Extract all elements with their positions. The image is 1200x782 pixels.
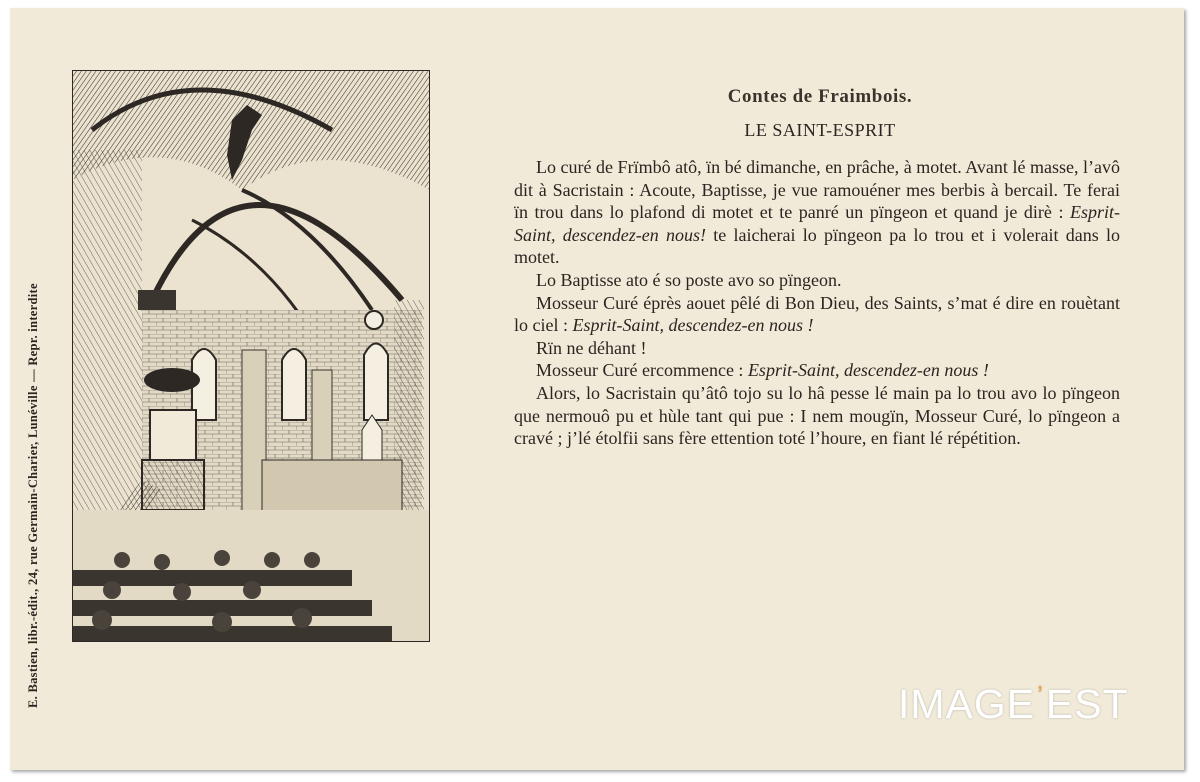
story-paragraph-1 (514, 156, 1120, 269)
engraving-drawing (72, 70, 430, 642)
story-paragraph-6: Alors, lo Sacristain qu’âtô tojo su lo hâ pesse lé main pa lo trou avo lo pïngeon que nermouô pu et hùle tant qui pue : I nem mougïn, Mosseur Curé, lo pïngeon a cravé ; j’lé étolfii sans fère ettention toté l’houre, en fiant lé répétition. (514, 382, 1120, 449)
church-interior-engraving (72, 70, 430, 642)
watermark-accent: ’ (1037, 680, 1044, 710)
story-paragraph-3 (514, 292, 1120, 337)
image-est-watermark (898, 680, 1129, 728)
watermark-part2: EST (1045, 681, 1129, 727)
story-paragraph-2: Lo Baptisse ato é so poste avo so pïngeon. (536, 269, 842, 290)
story-text-span: te laicherai lo pïngeon pa lo trou et i volerait dans lo motet. (514, 224, 1121, 268)
story-paragraph-4: Rïn ne déhant ! (536, 337, 647, 358)
story-italic-span: Esprit-Saint, descendez-en nous ! (747, 360, 989, 381)
publisher-credit: E. Bastien, libr.-édit., 24, rue Germain-Charier, Lunéville — Repr. interdite (26, 283, 40, 708)
story-italic-span: Esprit-Saint, descendez-en nous ! (572, 315, 814, 336)
story-italic-span: Esprit-Saint, descendez-en nous! (514, 202, 1120, 245)
story-text-span: Lo curé de Frïmbô atô, ïn bé dimanche, en prâche, à motet. Avant lé masse, l’avô dit à Sacristain : Acoute, Baptisse, je vue ramouéner mes berbis à bercail. Te ferai ïn trou dans lo plafond di motet et te panré un pïngeon et quand je dirè : (514, 157, 1120, 223)
watermark-part1: IMAGE (898, 681, 1036, 727)
story-title: LE SAINT-ESPRIT (744, 120, 896, 140)
series-title: Contes de Fraimbois. (727, 86, 913, 107)
story-text (514, 156, 1120, 450)
story-text-span: Mosseur Curé éprès aouet pêlé di Bon Dieu, des Saints, s’mat é dire en rouètant lo ciel : (514, 292, 1120, 336)
story-text-span: Mosseur Curé ercommence : (536, 360, 748, 381)
story-paragraph-5 (514, 359, 1120, 382)
